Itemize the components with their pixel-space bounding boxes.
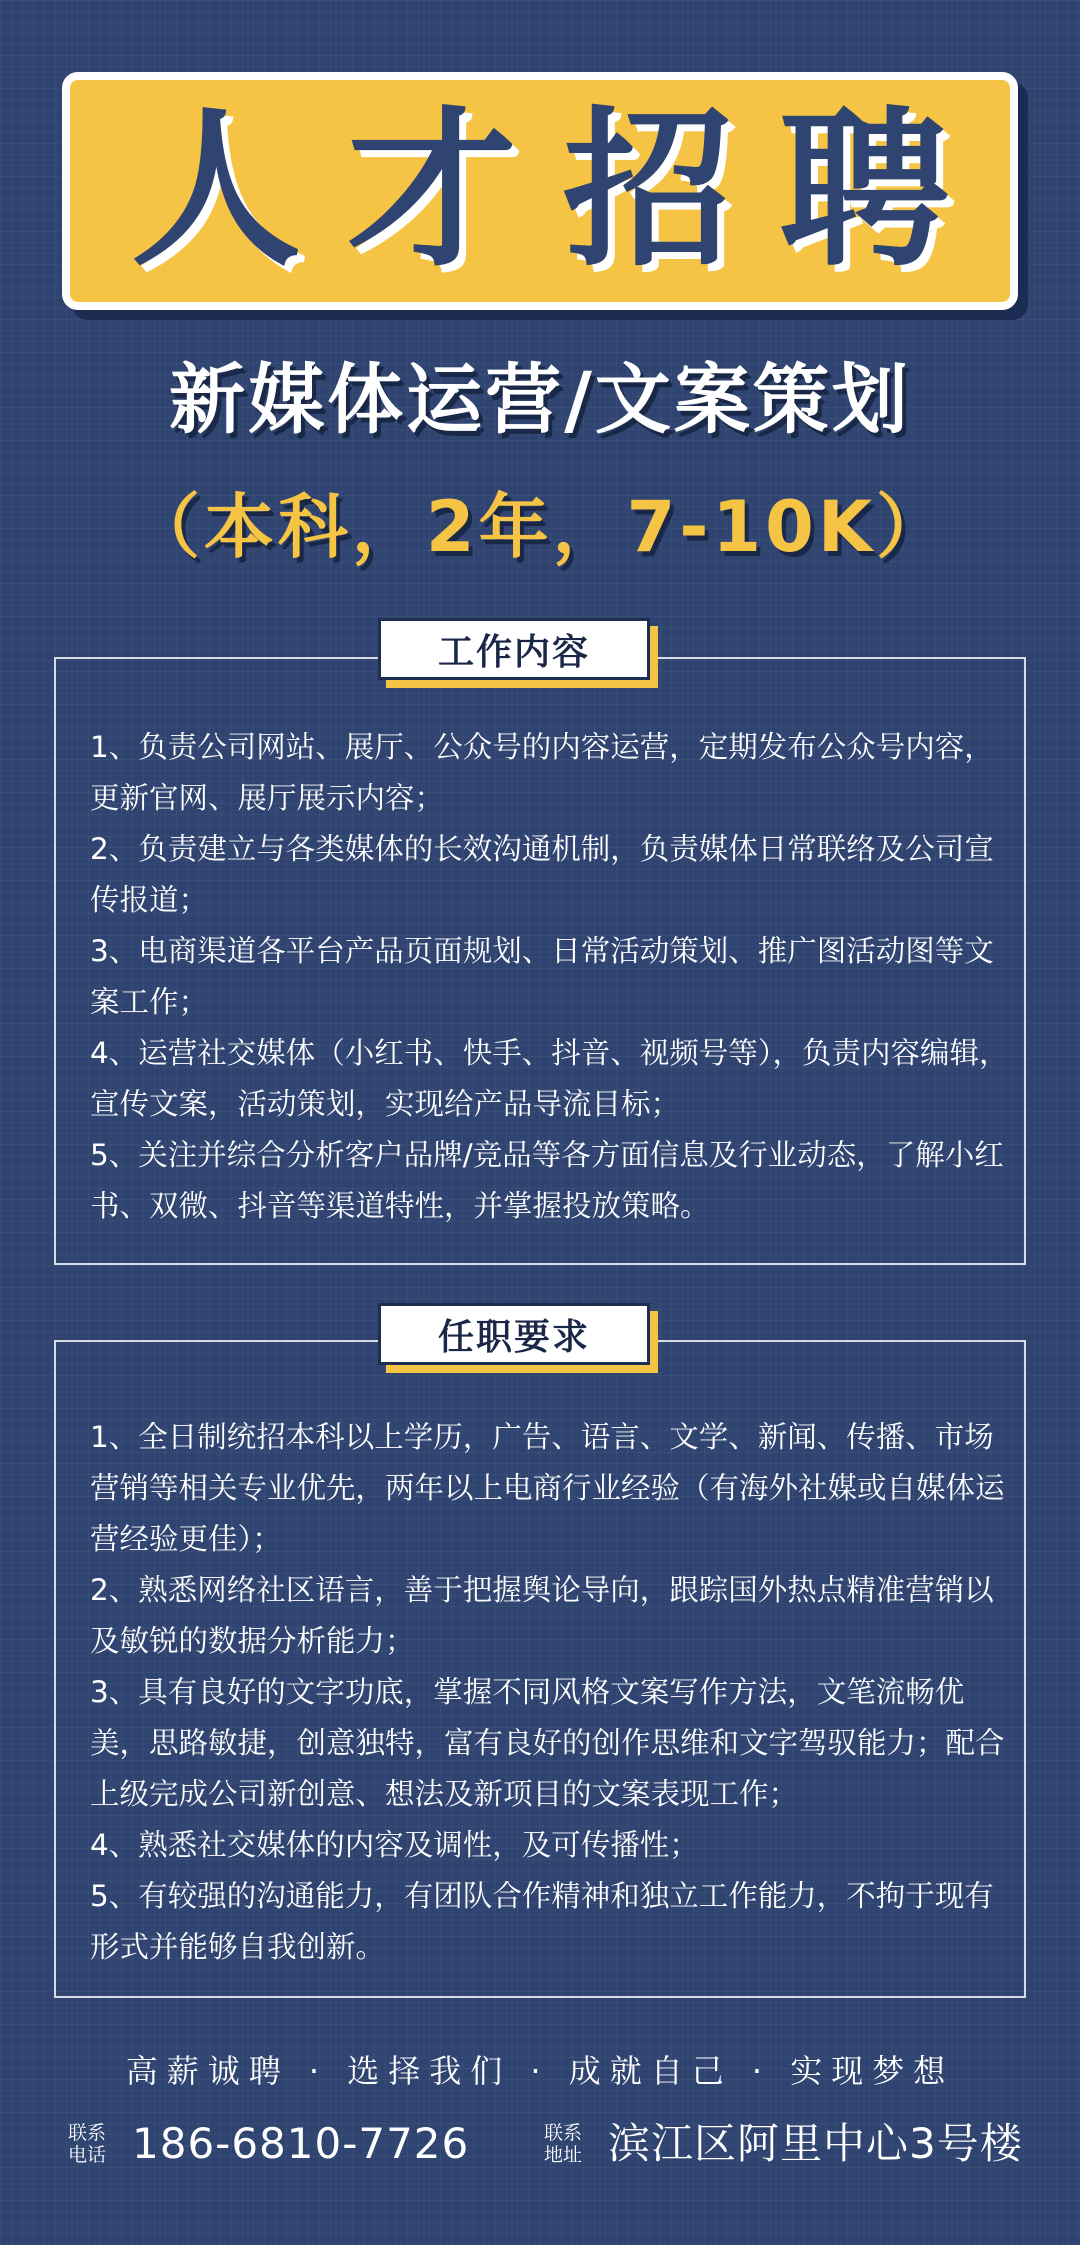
list-item: 2、熟悉网络社区语言，善于把握舆论导向，跟踪国外热点精准营销以及敏锐的数据分析能力； xyxy=(90,1573,994,1658)
job-requirements-list xyxy=(90,1412,1010,1973)
address-label-line-2: 地址 xyxy=(543,2144,582,2166)
job-duties-list xyxy=(90,722,1010,1232)
list-item: 4、熟悉社交媒体的内容及调性，及可传播性； xyxy=(90,1828,699,1862)
footer-slogan: 高薪诚聘 · 选择我们 · 成就自己 · 实现梦想 xyxy=(125,2052,955,2090)
list-item: 1、全日制统招本科以上学历，广告、语言、文学、新闻、传播、市场营销等相关专业优先，两年以上电商行业经验（有海外社媒或自媒体运营经验更佳）； xyxy=(90,1420,1005,1556)
phone-label-line-1: 联系 xyxy=(67,2122,106,2144)
job-requirements-summary: （本科，2年，7-10K） xyxy=(129,486,951,568)
address-label xyxy=(540,2122,586,2166)
title-banner xyxy=(62,72,1018,310)
page-title: 人才招聘 xyxy=(130,92,995,290)
list-item: 1、负责公司网站、展厅、公众号的内容运营，定期发布公众号内容，更新官网、展厅展示内容； xyxy=(90,730,994,815)
list-item: 4、运营社交媒体（小红书、快手、抖音、视频号等），负责内容编辑，宣传文案，活动策划，实现给产品导流目标； xyxy=(90,1036,1009,1121)
list-item: 3、电商渠道各平台产品页面规划、日常活动策划、推广图活动图等文案工作； xyxy=(90,934,994,1019)
phone-label-line-2: 电话 xyxy=(67,2144,106,2166)
job-requirements-heading: 任职要求 xyxy=(378,1303,650,1365)
job-title: 新媒体运营/文案策划 xyxy=(169,355,911,444)
list-item: 3、具有良好的文字功底，掌握不同风格文案写作方法，文笔流畅优美，思路敏捷，创意独特，富有良好的创作思维和文字驾驭能力；配合上级完成公司新创意、想法及新项目的文案表现工作； xyxy=(90,1675,1005,1811)
address-label-line-1: 联系 xyxy=(543,2122,582,2144)
list-item: 5、关注并综合分析客户品牌/竞品等各方面信息及行业动态，了解小红书、双微、抖音等渠道特性，并掌握投放策略。 xyxy=(90,1138,1004,1223)
list-item: 5、有较强的沟通能力，有团队合作精神和独立工作能力，不拘于现有形式并能够自我创新。 xyxy=(90,1879,994,1964)
contact-address xyxy=(540,2119,1023,2168)
job-duties-heading: 工作内容 xyxy=(378,618,650,680)
list-item: 2、负责建立与各类媒体的长效沟通机制，负责媒体日常联络及公司宣传报道； xyxy=(90,832,994,917)
address-text: 滨江区阿里中心3号楼 xyxy=(608,2119,1023,2168)
phone-label xyxy=(64,2122,110,2166)
phone-number[interactable]: 186-6810-7726 xyxy=(132,2119,470,2168)
contact-phone xyxy=(64,2119,470,2168)
